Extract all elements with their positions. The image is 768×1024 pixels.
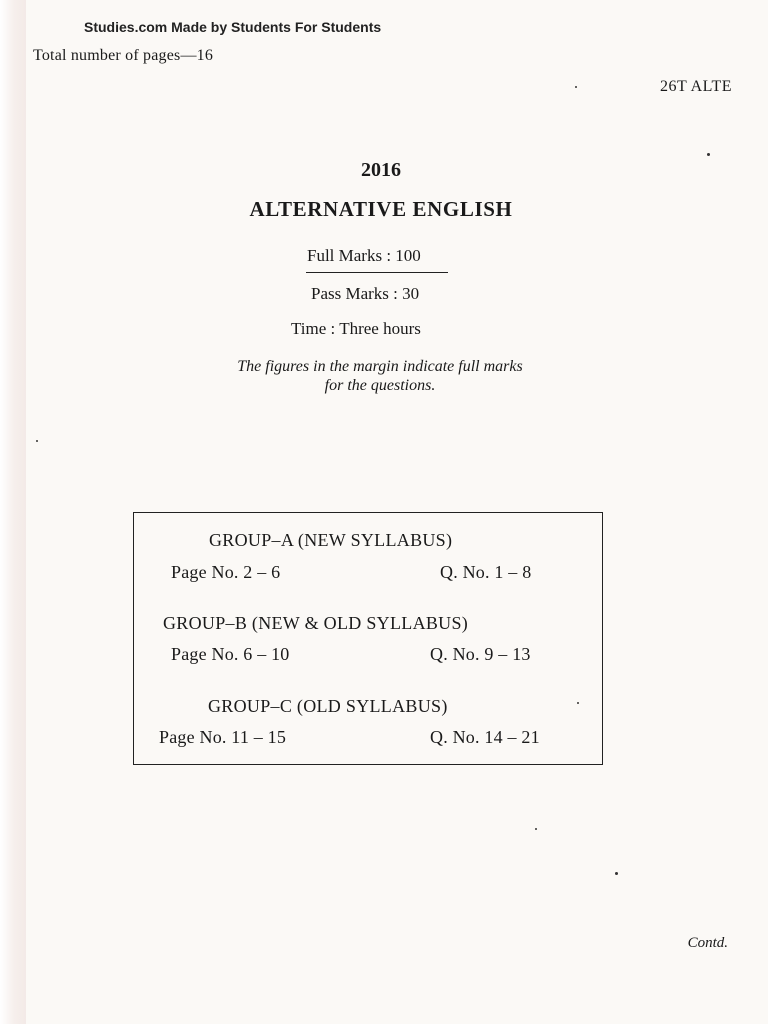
scan-speck: [577, 702, 579, 704]
marks-divider: [306, 272, 448, 273]
scanned-page-edge: [0, 0, 26, 1024]
full-marks: Full Marks : 100: [307, 246, 421, 265]
group-a-questions: Q. No. 1 – 8: [440, 562, 532, 582]
marks-instruction-line-1: The figures in the margin indicate full marks: [237, 358, 523, 375]
group-b-questions: Q. No. 9 – 13: [430, 644, 531, 664]
marks-instruction: [0, 357, 760, 395]
scan-speck: [36, 440, 38, 442]
scan-speck: [615, 872, 618, 875]
scan-speck: [535, 828, 537, 830]
scan-speck: [707, 153, 710, 156]
group-b-title: GROUP–B (NEW & OLD SYLLABUS): [163, 613, 469, 633]
group-b-pages: Page No. 6 – 10: [171, 644, 290, 664]
continued-label: Contd.: [687, 935, 728, 951]
clipped-watermark-text: Studies.com Made by Students For Students: [84, 19, 382, 35]
exam-year: 2016: [361, 159, 401, 181]
group-a-pages: Page No. 2 – 6: [171, 562, 281, 582]
exam-time: Time : Three hours: [291, 319, 421, 338]
total-pages-label: Total number of pages—16: [33, 47, 214, 64]
group-a-title: GROUP–A (NEW SYLLABUS): [209, 530, 453, 550]
paper-code: 26T ALTE: [659, 78, 732, 95]
pass-marks: Pass Marks : 30: [311, 284, 420, 303]
group-c-questions: Q. No. 14 – 21: [430, 727, 540, 747]
group-c-pages: Page No. 11 – 15: [159, 727, 287, 747]
scan-speck: [575, 86, 577, 88]
group-c-title: GROUP–C (OLD SYLLABUS): [208, 696, 448, 716]
group-index-box: [133, 512, 603, 765]
subject-title: ALTERNATIVE ENGLISH: [249, 197, 513, 221]
marks-instruction-line-2: for the questions.: [324, 377, 436, 394]
